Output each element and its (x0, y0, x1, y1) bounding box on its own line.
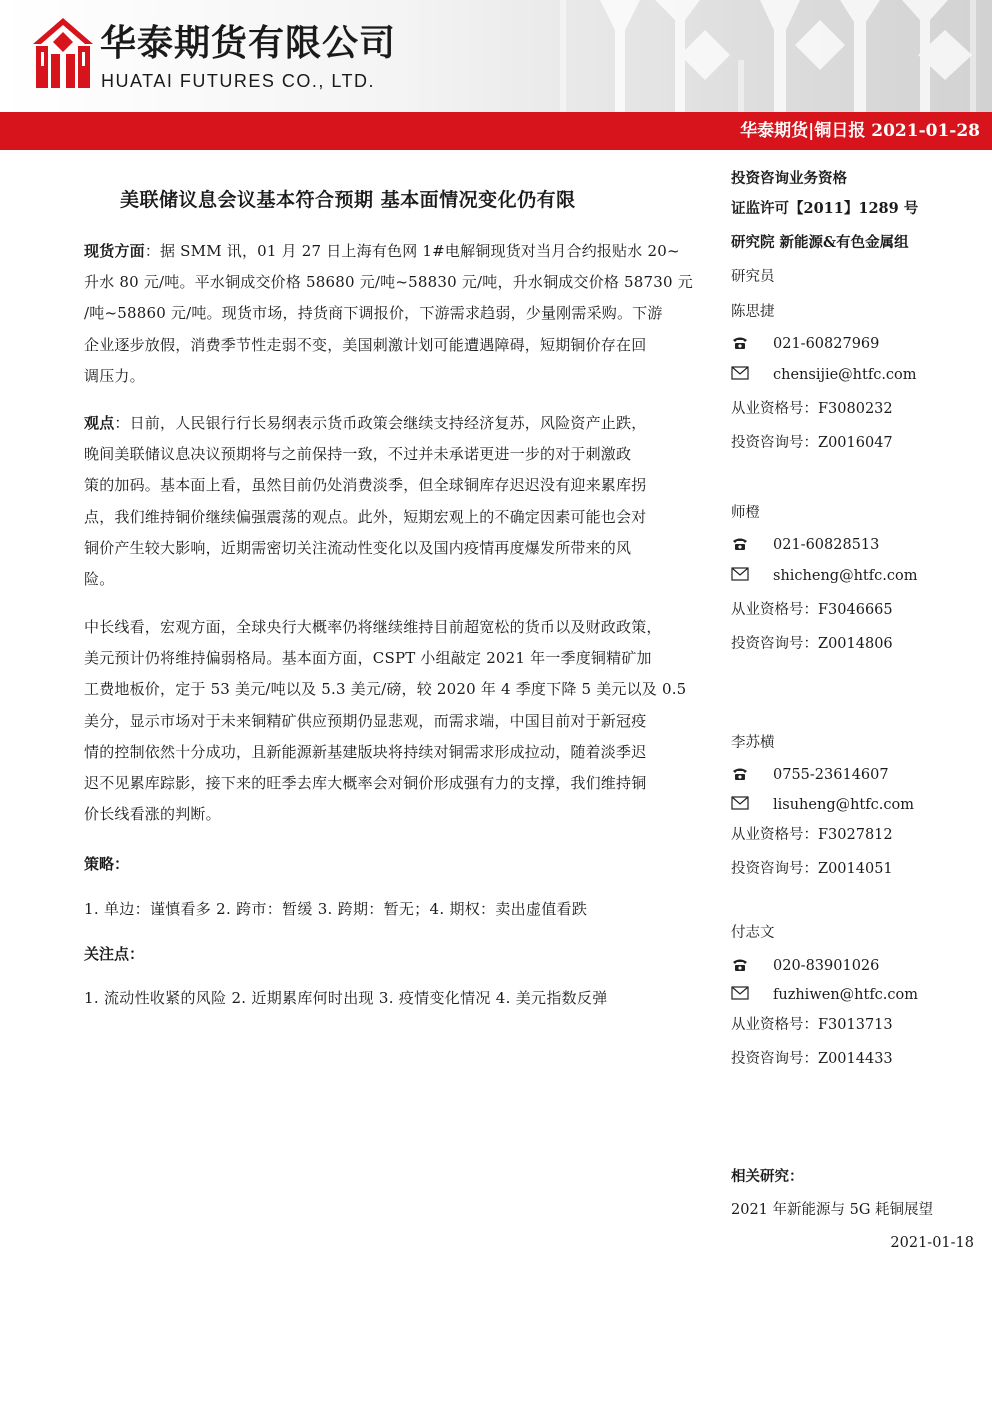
longterm-line: 美元预计仍将维持偏弱格局。基本面方面，CSPT 小组敲定 2021 年一季度铜精矿加 (84, 649, 652, 668)
phone-icon (731, 334, 751, 354)
phone-icon (731, 956, 751, 976)
article-headline: 美联储议息会议基本符合预期 基本面情况变化仍有限 (120, 189, 576, 211)
analyst-email[interactable]: fuzhiwen@htfc.com (773, 987, 919, 1003)
department-name: 研究院 新能源&有色金属组 (731, 234, 909, 251)
longterm-line: 工费地板价，定于 53 美元/吨以及 5.3 美元/磅，较 2020 年 4 季度下降 5 美元以及 0.5 (84, 680, 687, 699)
company-name-cn: 华泰期货有限公司 (100, 23, 397, 64)
report-title-bar (0, 112, 992, 150)
analyst-name: 李苏横 (731, 735, 775, 751)
analyst-cert: 从业资格号：F3027812 (731, 827, 893, 843)
longterm-paragraph (84, 612, 720, 830)
related-research-title[interactable]: 2021 年新能源与 5G 耗铜展望 (731, 1202, 934, 1218)
longterm-line: 中长线看，宏观方面，全球央行大概率仍将继续维持目前超宽松的货币以及财政政策， (84, 618, 662, 636)
phone-icon (731, 765, 751, 785)
spot-line: 企业逐步放假，消费季节性走弱不变，美国刺激计划可能遭遇障碍，短期铜价存在回 (84, 335, 647, 354)
analyst-name: 师橙 (731, 505, 760, 521)
email-icon (731, 986, 751, 1006)
analyst-cert: 从业资格号：F3046665 (731, 602, 893, 618)
analyst-email[interactable]: chensijie@htfc.com (773, 367, 917, 383)
view-paragraph (84, 408, 720, 595)
spot-line: /吨~58860 元/吨。现货市场，持货商下调报价，下游需求趋弱，少量刚需采购。下游 (84, 304, 663, 323)
license-number: 证监许可【2011】1289 号 (731, 200, 919, 217)
role-label: 研究员 (731, 269, 775, 285)
related-research-heading: 相关研究： (731, 1168, 804, 1185)
strategy-text: 1. 单边：谨慎看多 2. 跨市：暂缓 3. 跨期：暂无；4. 期权：卖出虚值看跌 (84, 900, 588, 918)
email-icon (731, 366, 751, 386)
analyst-advisory: 投资咨询号：Z0014433 (731, 1051, 893, 1067)
view-line: 险。 (84, 570, 115, 589)
huatai-logo-icon (33, 18, 93, 88)
report-title: 华泰期货|铜日报 2021-01-28 (740, 121, 980, 141)
page-header (0, 0, 992, 112)
analyst-email[interactable]: lisuheng@htfc.com (773, 797, 914, 813)
analyst-phone: 020-83901026 (773, 958, 880, 974)
view-line: 晚间美联储议息决议预期将与之前保持一致，不过并未承诺更进一步的对于刺激政 (84, 445, 632, 464)
spot-paragraph (84, 236, 720, 392)
spot-line: 升水 80 元/吨。平水铜成交价格 58680 元/吨~58830 元/吨，升水铜成交价格 58730 元 (84, 273, 693, 292)
strategy-heading: 策略： (84, 855, 130, 873)
analyst-advisory: 投资咨询号：Z0016047 (731, 435, 893, 451)
view-line: ：日前，人民银行行长易纲表示货币政策会继续支持经济复苏，风险资产止跌， (114, 414, 647, 432)
longterm-line: 情的控制依然十分成功，且新能源新基建版块将持续对铜需求形成拉动，随着淡季迟 (84, 742, 647, 761)
view-label: 观点 (84, 414, 115, 432)
phone-icon (731, 535, 751, 555)
analyst-cert: 从业资格号：F3013713 (731, 1017, 893, 1033)
longterm-line: 迟不见累库踪影，接下来的旺季去库大概率会对铜价形成强有力的支撑，我们维持铜 (84, 774, 647, 793)
spot-line: ：据 SMM 讯，01 月 27 日上海有色网 1#电解铜现货对当月合约报贴水 20~ (144, 242, 680, 260)
qualification-label: 投资咨询业务资格 (731, 170, 847, 187)
view-line: 点，我们维持铜价继续偏强震荡的观点。此外，短期宏观上的不确定因素可能也会对 (84, 507, 647, 526)
focus-text: 1. 流动性收紧的风险 2. 近期累库何时出现 3. 疫情变化情况 4. 美元指数反弹 (84, 989, 608, 1007)
company-name-en: HUATAI FUTURES CO., LTD. (101, 71, 376, 91)
longterm-line: 价长线看涨的判断。 (84, 805, 221, 824)
view-line: 铜价产生较大影响，近期需密切关注流动性变化以及国内疫情再度爆发所带来的风 (84, 538, 632, 557)
spot-label: 现货方面 (84, 242, 145, 260)
analyst-advisory: 投资咨询号：Z0014051 (731, 861, 893, 877)
analyst-phone: 021-60827969 (773, 336, 880, 352)
email-icon (731, 796, 751, 816)
spot-line: 调压力。 (84, 366, 145, 385)
related-research-date: 2021-01-18 (890, 1235, 974, 1251)
view-line: 策的加码。基本面上看，虽然目前仍处消费淡季，但全球铜库存迟迟没有迎来累库拐 (84, 476, 647, 495)
analyst-name: 付志文 (731, 925, 775, 941)
analyst-cert: 从业资格号：F3080232 (731, 401, 893, 417)
analyst-name: 陈思捷 (731, 304, 775, 320)
analyst-email[interactable]: shicheng@htfc.com (773, 568, 918, 584)
analyst-phone: 021-60828513 (773, 537, 880, 553)
longterm-line: 美分，显示市场对于未来铜精矿供应预期仍显悲观，而需求端，中国目前对于新冠疫 (84, 711, 647, 730)
analyst-phone: 0755-23614607 (773, 767, 889, 783)
focus-heading: 关注点： (84, 945, 145, 963)
analyst-advisory: 投资咨询号：Z0014806 (731, 636, 893, 652)
email-icon (731, 567, 751, 587)
